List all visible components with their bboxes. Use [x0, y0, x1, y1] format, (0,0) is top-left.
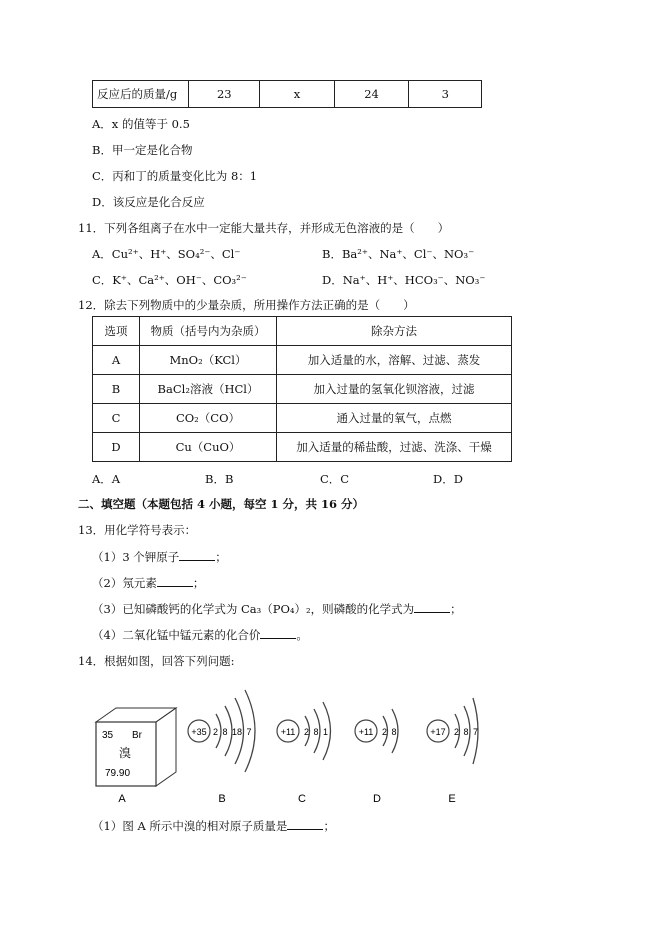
q12-option-b: B．B [205, 472, 234, 486]
answer-blank[interactable] [260, 627, 296, 639]
q10-option-b: B．甲一定是化合物 [92, 143, 193, 157]
atom-e [427, 698, 478, 805]
table-header-row [93, 317, 512, 346]
answer-blank[interactable] [414, 601, 450, 613]
label-a: A [118, 793, 126, 805]
table-cell: 3 [409, 81, 482, 108]
label-b: B [218, 793, 226, 805]
q14-stem: 14．根据如图，回答下列问题: [78, 654, 235, 668]
table-cell: D [93, 433, 140, 462]
nucleus-charge: +35 [191, 727, 207, 737]
q12-stem: 12．除去下列物质中的少量杂质，所用操作方法正确的是（ ） [78, 298, 415, 312]
table-cell: Cu（CuO） [140, 433, 277, 462]
table-cell: CO₂（CO） [140, 404, 277, 433]
q10-option-c: C．丙和丁的质量变化比为 8：1 [92, 169, 258, 183]
label-d: D [373, 793, 381, 805]
answer-blank[interactable] [179, 549, 215, 561]
q12-option-d: D．D [433, 472, 463, 486]
header-cell: 物质（括号内为杂质） [140, 317, 277, 346]
q11-option-c: C．K⁺、Ca²⁺、OH⁻、CO₃²⁻ [92, 273, 247, 287]
nucleus-charge: +11 [280, 727, 296, 737]
table-cell: x [260, 81, 334, 108]
electron-config: 2 8 7 [454, 727, 479, 737]
atom-d [355, 709, 398, 805]
label-e: E [448, 793, 456, 805]
element-symbol: Br [132, 730, 142, 741]
section-title: 二、填空题（本题包括 4 小题，每空 1 分，共 16 分） [78, 497, 365, 511]
atomic-mass: 79.90 [105, 768, 131, 779]
q13-part-4-text: （4）二氧化锰中锰元素的化合价 [92, 628, 261, 642]
q13-part-3-text: （3）已知磷酸钙的化学式为 Ca₃（PO₄）₂，则磷酸的化学式为 [92, 602, 415, 616]
q11-option-b: B．Ba²⁺、Na⁺、Cl⁻、NO₃⁻ [322, 247, 475, 261]
answer-blank[interactable] [287, 818, 323, 830]
table-cell: BaCl₂溶液（HCl） [140, 375, 277, 404]
table-cell: 通入过量的氧气，点燃 [277, 404, 512, 433]
q13-part-2-end: ； [192, 576, 205, 590]
answer-blank[interactable] [157, 575, 193, 587]
q12-table [92, 316, 512, 462]
q11-stem: 11．下列各组离子在水中一定能大量共存，并形成无色溶液的是（ ） [78, 221, 450, 235]
table-cell: C [93, 404, 140, 433]
table-row [93, 81, 482, 108]
nucleus-charge: +17 [430, 727, 446, 737]
q13-part-1-end: ； [215, 550, 227, 564]
q13-stem: 13．用化学符号表示： [78, 523, 197, 537]
atom-structure-figure [92, 678, 484, 808]
table-cell: 加入适量的稀盐酸，过滤、洗涤、干燥 [277, 433, 512, 462]
q14-part-1 [92, 818, 335, 833]
q12-option-c: C．C [320, 472, 350, 486]
q13-part-4 [92, 627, 308, 642]
table-row [93, 375, 512, 404]
q14-part-1-end: ； [323, 819, 335, 833]
atom-b [188, 690, 255, 805]
q13-part-1-text: （1）3 个钾原子 [92, 550, 180, 564]
table-cell: 反应后的质量/g [93, 81, 189, 108]
electron-config: 2 8 1 [304, 727, 329, 737]
q14-part-1-text: （1）图 A 所示中溴的相对原子质量是 [92, 819, 288, 833]
q10-option-a: A．x 的值等于 0.5 [92, 117, 190, 131]
electron-config: 2 8 18 7 [213, 727, 252, 737]
label-c: C [298, 793, 306, 805]
table-row [93, 433, 512, 462]
electron-config: 2 8 [382, 727, 397, 737]
q13-part-4-end: 。 [296, 628, 308, 642]
table-cell: MnO₂（KCl） [140, 346, 277, 375]
q13-part-2-text: （2）氖元素 [92, 576, 157, 590]
top-data-table [92, 80, 482, 108]
table-cell: 23 [189, 81, 260, 108]
header-cell: 选项 [93, 317, 140, 346]
q13-part-2 [92, 575, 204, 590]
q13-part-1 [92, 549, 227, 564]
table-cell: A [93, 346, 140, 375]
table-cell: B [93, 375, 140, 404]
q13-part-3 [92, 601, 462, 616]
header-cell: 除杂方法 [277, 317, 512, 346]
q11-option-a: A．Cu²⁺、H⁺、SO₄²⁻、Cl⁻ [92, 247, 241, 261]
element-cell [96, 708, 176, 786]
table-cell: 加入过量的氢氧化钡溶液，过滤 [277, 375, 512, 404]
table-row [93, 404, 512, 433]
element-name: 溴 [119, 746, 132, 760]
table-row [93, 346, 512, 375]
q13-part-3-end: ； [450, 602, 462, 616]
table-cell: 加入适量的水，溶解、过滤、蒸发 [277, 346, 512, 375]
q10-option-d: D．该反应是化合反应 [92, 195, 205, 209]
atom-c [277, 702, 331, 805]
atomic-number: 35 [102, 730, 114, 741]
nucleus-charge: +11 [358, 727, 374, 737]
table-cell: 24 [334, 81, 409, 108]
q12-option-a: A．A [92, 472, 121, 486]
q11-option-d: D．Na⁺、H⁺、HCO₃⁻、NO₃⁻ [322, 273, 486, 287]
